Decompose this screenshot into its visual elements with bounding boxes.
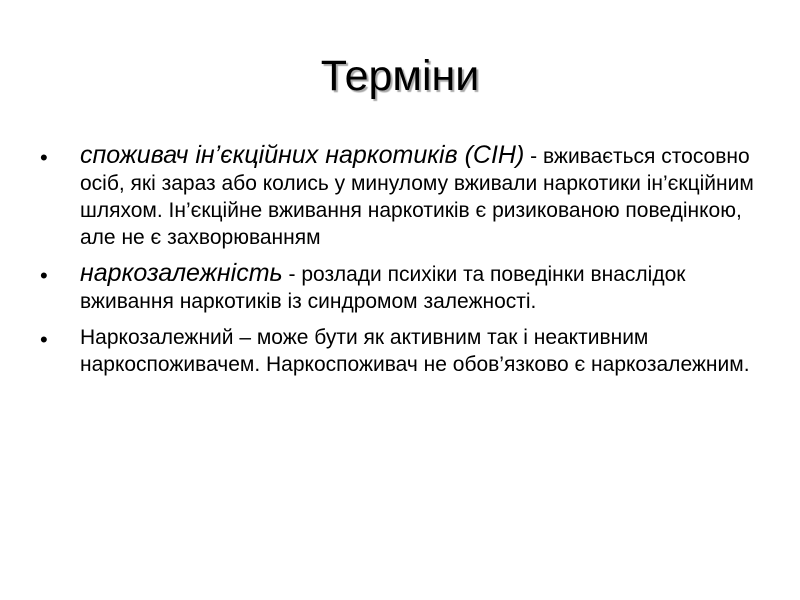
bullet-dot-icon: • xyxy=(40,263,48,288)
bullet-text xyxy=(80,326,750,376)
bullet-term: споживач ін’єкційних наркотиків (СІН) xyxy=(80,141,525,169)
slide-title: Терміни xyxy=(320,52,480,100)
bullet-definition: Наркозалежний – може бути як активним так і неактивним наркоспоживачем. Наркоспоживач не обов’язково є наркозалежним. xyxy=(80,326,750,376)
bullet-list xyxy=(40,142,770,387)
bullet-text xyxy=(80,259,686,313)
bullet-definition: - розлади психіки та поведінки внаслідок вживання наркотиків із синдромом залежності. xyxy=(80,263,686,313)
bullet-dot-icon: • xyxy=(40,145,48,170)
bullet-text xyxy=(80,141,754,249)
bullet-term: наркозалежність xyxy=(80,259,283,287)
bullet-item xyxy=(40,260,770,315)
bullet-dot-icon: • xyxy=(40,327,48,352)
bullet-item xyxy=(40,324,770,378)
bullet-definition: - вживається стосовно осіб, які зараз або колись у минулому вживали наркотики ін’єкційним шляхом. Ін’єкційне вживання наркотиків є ризикованою поведінкою, але не є захворюванням xyxy=(80,145,754,249)
bullet-item xyxy=(40,142,770,251)
